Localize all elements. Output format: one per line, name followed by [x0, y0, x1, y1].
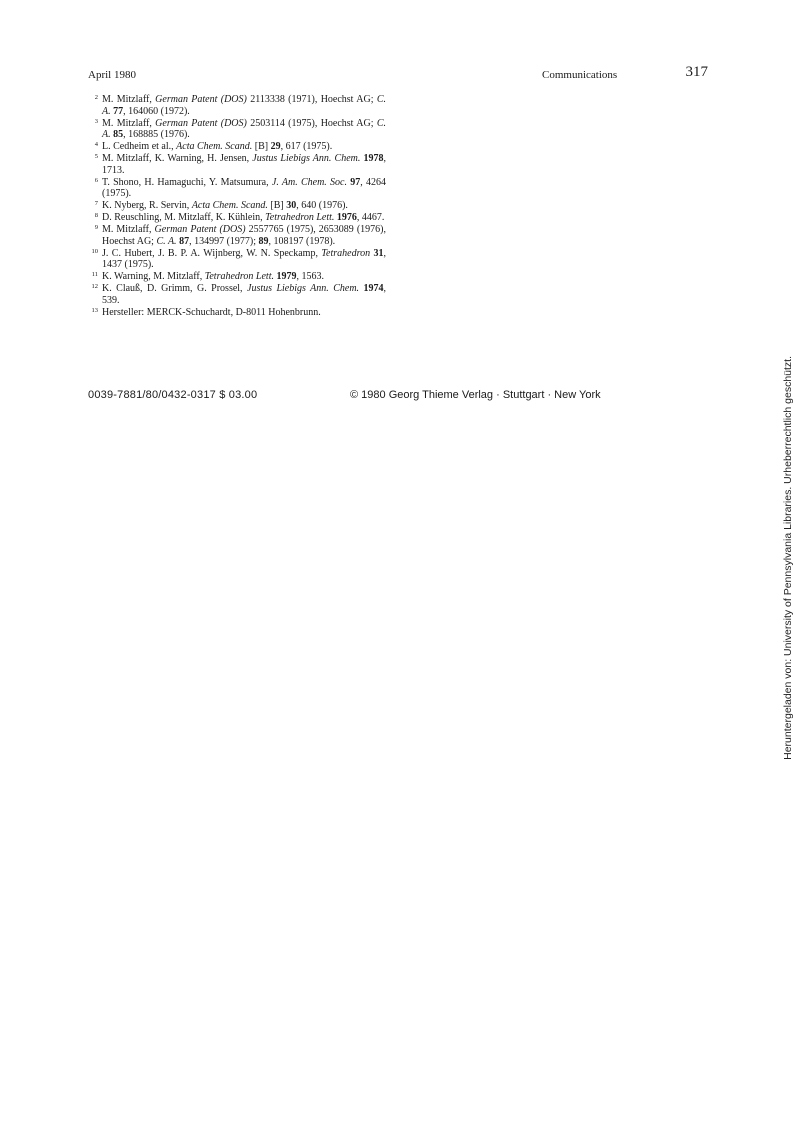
reference-number: 6	[94, 176, 98, 184]
reference-text: C. A.	[102, 117, 386, 140]
reference-item	[88, 248, 386, 271]
reference-number: 8	[94, 212, 98, 219]
reference-item	[88, 283, 386, 306]
reference-text: , 164060 (1972).	[123, 105, 190, 117]
reference-text: 30	[286, 200, 297, 211]
reference-item	[88, 153, 386, 176]
reference-item	[88, 118, 386, 141]
reference-text: , 4264 (1975).	[102, 176, 387, 199]
reference-text: , 617 (1975).	[280, 141, 333, 152]
reference-text: , 1437 (1975).	[102, 247, 387, 270]
reference-text: Hersteller: MERCK-Schuchardt, D-8011 Hohenbrunn.	[102, 306, 321, 318]
reference-text: C. A.	[156, 235, 177, 247]
reference-item	[88, 224, 386, 247]
reference-text: 31	[373, 247, 384, 259]
reference-text: 85	[113, 129, 124, 140]
section-title: Communications	[542, 69, 618, 81]
reference-number: 5	[94, 153, 98, 160]
reference-text: , 640 (1976).	[296, 200, 348, 211]
reference-number: 3	[94, 117, 98, 125]
reference-number: 4	[94, 141, 98, 148]
reference-text: 29	[270, 141, 281, 152]
reference-item	[88, 200, 386, 212]
reference-text: K. Clauß, D. Grimm, G. Prossel,	[102, 283, 247, 294]
reference-text: J. Am. Chem. Soc.	[271, 176, 347, 188]
reference-text: Tetrahedron Lett.	[204, 271, 274, 282]
reference-item	[88, 307, 386, 319]
reference-text: , 108197 (1978).	[268, 235, 336, 247]
reference-item	[88, 271, 386, 283]
reference-list	[88, 94, 386, 319]
issue-date: April 1980	[88, 69, 136, 81]
reference-text: Tetrahedron Lett.	[265, 212, 335, 223]
reference-text: , 134997 (1977);	[189, 235, 259, 247]
reference-text: T. Shono, H. Hamaguchi, Y. Matsumura,	[102, 176, 272, 188]
reference-text: , 4467.	[356, 212, 385, 223]
reference-text: K. Warning, M. Mitzlaff,	[102, 271, 205, 282]
reference-text: K. Nyberg, R. Servin,	[102, 200, 192, 211]
reference-number: 10	[91, 247, 98, 255]
reference-text: 1979	[276, 271, 297, 282]
reference-text: Justus Liebigs Ann. Chem.	[252, 153, 361, 164]
reference-text: 77	[113, 105, 124, 117]
reference-text: Acta Chem. Scand.	[191, 200, 268, 211]
reference-text: , 1713.	[102, 153, 386, 176]
download-watermark	[778, 356, 794, 760]
reference-number: 13	[91, 306, 98, 314]
reference-number: 2	[94, 94, 98, 101]
reference-text: [B]	[252, 141, 271, 152]
reference-text: M. Mitzlaff,	[102, 94, 156, 105]
reference-text: , 1563.	[296, 271, 324, 282]
issn-code: 0039-7881/80/0432-0317 $ 03.00	[88, 389, 258, 401]
reference-text: 2557765 (1975), 2653089 (1976), Hoechst AG;	[102, 224, 386, 247]
reference-item	[88, 212, 386, 224]
reference-text: M. Mitzlaff,	[102, 117, 156, 129]
page-header	[88, 66, 708, 86]
reference-text: Justus Liebigs Ann. Chem.	[247, 283, 360, 294]
reference-text: 97	[350, 176, 361, 188]
reference-number: 12	[91, 283, 98, 290]
reference-text: L. Cedheim et al.,	[102, 141, 177, 152]
reference-text: 87	[179, 235, 190, 247]
reference-text: , 168885 (1976).	[123, 129, 190, 140]
reference-text: 1976	[336, 212, 357, 223]
reference-text: Acta Chem. Scand.	[176, 141, 253, 152]
copyright-notice: © 1980 Georg Thieme Verlag · Stuttgart · New York	[350, 389, 601, 401]
reference-text: [B]	[267, 200, 287, 211]
reference-text: M. Mitzlaff,	[102, 224, 155, 235]
reference-text: German Patent (DOS)	[155, 117, 247, 129]
reference-text: D. Reuschling, M. Mitzlaff, K. Kühlein,	[102, 212, 266, 223]
reference-text: C. A.	[102, 94, 386, 117]
reference-number: 7	[94, 200, 98, 207]
reference-text: 1974	[363, 283, 384, 294]
page-number: 317	[685, 64, 708, 80]
page-footer	[88, 389, 648, 405]
reference-number: 11	[91, 271, 98, 278]
reference-item	[88, 141, 386, 153]
reference-text: J. C. Hubert, J. B. P. A. Wijnberg, W. N. Speckamp,	[102, 247, 322, 259]
reference-text: M. Mitzlaff, K. Warning, H. Jensen,	[102, 153, 253, 164]
download-watermark-text: Heruntergeladen von: University of Pennsylvania Libraries. Urheberrechtlich geschützt.	[782, 356, 794, 760]
reference-text: German Patent (DOS)	[154, 224, 246, 235]
reference-text: 2503114 (1975), Hoechst AG;	[246, 117, 377, 129]
reference-text: 89	[258, 235, 269, 247]
reference-text: , 539.	[102, 283, 386, 306]
reference-text: 2113338 (1971), Hoechst AG;	[246, 94, 377, 105]
reference-item	[88, 177, 386, 200]
reference-text: German Patent (DOS)	[155, 94, 247, 105]
reference-text: 1978	[363, 153, 384, 164]
reference-item	[88, 94, 386, 117]
reference-text: Tetrahedron	[321, 247, 371, 259]
reference-number: 9	[94, 224, 98, 231]
